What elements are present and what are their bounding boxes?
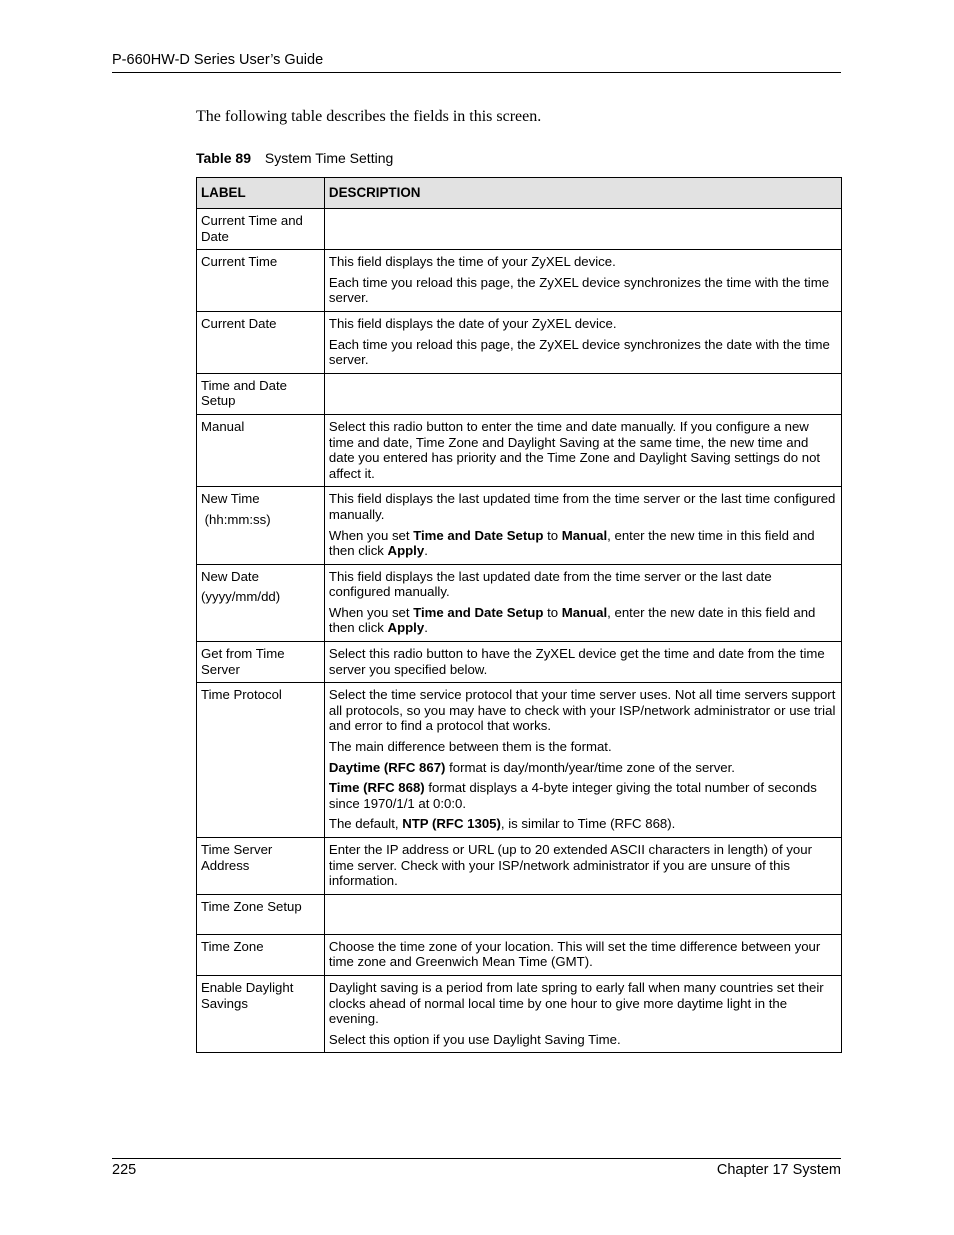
table-row <box>197 373 842 414</box>
table-row <box>197 250 842 312</box>
row-label: Get from Time Server <box>201 646 285 677</box>
row-label: New Date <box>201 568 259 584</box>
row-description-cell <box>324 894 841 934</box>
description-paragraph <box>329 1032 836 1048</box>
description-paragraph <box>329 569 836 600</box>
row-description-cell <box>324 414 841 486</box>
text-run: The default, <box>328 816 403 832</box>
text-run: Each time you reload this page, the ZyXEL device synchronizes the date with the time server. <box>328 336 830 368</box>
description-paragraph <box>329 605 836 636</box>
table-row <box>197 311 842 373</box>
text-run: Select this option if you use Daylight Saving Time. <box>328 1031 621 1047</box>
row-label: Current Time <box>201 254 278 270</box>
row-label-cell <box>197 209 325 250</box>
text-run: , enter the new date in this field and then click <box>328 604 816 636</box>
text-run: Choose the time zone of your location. This will set the time difference between your time zone and Greenwich Mean Time (GMT). <box>328 938 821 970</box>
row-label: Manual <box>201 418 245 434</box>
row-label: Time Server Address <box>201 842 273 873</box>
row-description-cell <box>324 975 841 1052</box>
description-paragraph <box>329 316 836 332</box>
table-caption-number: Table 89 <box>196 150 251 166</box>
row-label: Time Zone <box>201 938 264 954</box>
text-run: Enter the IP address or URL (up to 20 extended ASCII characters in length) of your time server. Check with your ISP/network administrator if you are unsure of this information. <box>328 842 812 889</box>
row-sublabel: (hh:mm:ss) <box>201 511 271 527</box>
row-description-cell <box>324 683 841 838</box>
running-header: P-660HW-D Series User’s Guide <box>112 52 324 68</box>
bold-term: Manual <box>561 527 608 543</box>
row-label-cell <box>197 487 325 564</box>
description-paragraph <box>329 254 836 270</box>
table-row <box>197 838 842 895</box>
row-description-cell <box>324 487 841 564</box>
table-row <box>197 683 842 838</box>
table-row <box>197 894 842 934</box>
description-paragraph <box>329 816 836 832</box>
text-run: to <box>543 604 562 620</box>
text-run: format displays a 4-byte integer giving the total number of seconds since 1970/1/1 at 0:0:0. <box>328 780 817 811</box>
text-run: When you set <box>328 527 414 543</box>
description-paragraph <box>329 980 836 1027</box>
description-paragraph <box>329 842 836 889</box>
text-run: The main difference between them is the format. <box>328 739 612 755</box>
chapter-title: Chapter 17 System <box>716 1162 841 1178</box>
intro-paragraph: The following table describes the fields in this screen. <box>196 108 542 125</box>
table-row <box>197 564 842 641</box>
description-paragraph <box>329 337 836 368</box>
row-label-cell <box>197 975 325 1052</box>
table-row <box>197 414 842 486</box>
text-run: , enter the new time in this field and then click <box>328 527 815 559</box>
bold-term: Manual <box>561 604 608 620</box>
system-time-setting-table <box>196 177 842 1053</box>
bold-term: Time (RFC 868) <box>328 780 425 796</box>
column-header-label: LABEL <box>197 178 325 209</box>
row-label: Enable Daylight Savings <box>201 979 294 1011</box>
text-run: Daylight saving is a period from late spring to early fall when many countries set their clocks ahead of normal local time by one hour to give more daytime light in the evening. <box>328 979 824 1027</box>
row-label-cell <box>197 894 325 934</box>
text-run: This field displays the date of your ZyXEL device. <box>328 315 617 331</box>
table-row <box>197 487 842 564</box>
row-label-cell <box>197 414 325 486</box>
table-caption-title: System Time Setting <box>264 150 394 166</box>
row-label-cell <box>197 838 325 895</box>
description-paragraph <box>329 760 836 776</box>
text-run: , is similar to Time (RFC 868). <box>500 816 676 832</box>
text-run: When you set <box>328 604 414 620</box>
table-row <box>197 975 842 1052</box>
bold-term: Daytime (RFC 867) <box>328 759 446 775</box>
row-description-cell <box>324 373 841 414</box>
page-number: 225 <box>112 1162 137 1178</box>
text-run: . <box>424 620 428 636</box>
bold-term: Apply <box>387 543 425 559</box>
table-row <box>197 934 842 975</box>
row-label-cell <box>197 642 325 683</box>
description-paragraph <box>329 687 836 734</box>
row-description-cell <box>324 250 841 312</box>
text-run: Select this radio button to enter the time and date manually. If you configure a new time and date, Time Zone and Daylight Saving at the same time, the new time and date you entered has priority and the Time Zone and Daylight Saving settings do not affect it. <box>328 418 821 481</box>
description-paragraph <box>329 419 836 481</box>
description-paragraph <box>329 780 836 811</box>
table-row <box>197 642 842 683</box>
bold-term: Time and Date Setup <box>413 604 544 620</box>
column-header-description: DESCRIPTION <box>324 178 841 209</box>
bold-term: Time and Date Setup <box>413 527 544 543</box>
row-label: Time Zone Setup <box>201 898 302 914</box>
text-run: Select this radio button to have the ZyXEL device get the time and date from the time server you specified below. <box>328 646 825 677</box>
row-description-cell <box>324 838 841 895</box>
row-label-cell <box>197 250 325 312</box>
row-label: Time Protocol <box>201 687 282 703</box>
row-label-cell <box>197 564 325 641</box>
row-label: Time and Date Setup <box>201 377 288 409</box>
row-label-cell <box>197 683 325 838</box>
header-rule <box>112 72 841 73</box>
description-paragraph <box>329 528 836 559</box>
row-description-cell <box>324 564 841 641</box>
row-description-cell <box>324 934 841 975</box>
row-label-cell <box>197 934 325 975</box>
row-label-cell <box>197 373 325 414</box>
row-description-cell <box>324 311 841 373</box>
description-paragraph <box>329 275 836 306</box>
table-row <box>197 209 842 250</box>
description-paragraph <box>329 491 836 522</box>
row-description-cell <box>324 209 841 250</box>
row-label: Current Date <box>201 315 277 331</box>
text-run: to <box>543 527 562 543</box>
text-run: . <box>424 543 428 559</box>
text-run: This field displays the last updated date from the time server or the last date configured manually. <box>328 568 772 600</box>
row-sublabel: (yyyy/mm/dd) <box>201 589 281 605</box>
text-run: Each time you reload this page, the ZyXEL device synchronizes the time with the time server. <box>328 274 830 306</box>
table-header-row <box>197 178 842 209</box>
row-label-cell <box>197 311 325 373</box>
table-caption <box>196 150 393 166</box>
table-body <box>197 209 842 1053</box>
description-paragraph <box>329 646 836 677</box>
row-label: Current Time and Date <box>201 213 303 244</box>
text-run: Select the time service protocol that your time server uses. Not all time servers support all protocols, so you may have to check with your ISP/network administrator or use trial and error to find a protocol that works. <box>328 687 836 734</box>
footer-rule <box>112 1158 841 1159</box>
row-description-cell <box>324 642 841 683</box>
bold-term: NTP (RFC 1305) <box>402 816 501 832</box>
description-paragraph <box>329 939 836 970</box>
text-run: This field displays the time of your ZyXEL device. <box>328 254 616 270</box>
text-run: format is day/month/year/time zone of the server. <box>445 759 735 775</box>
bold-term: Apply <box>387 620 425 636</box>
description-paragraph <box>329 739 836 755</box>
row-label: New Time <box>201 491 260 507</box>
text-run: This field displays the last updated time from the time server or the last time configured manually. <box>328 491 836 522</box>
